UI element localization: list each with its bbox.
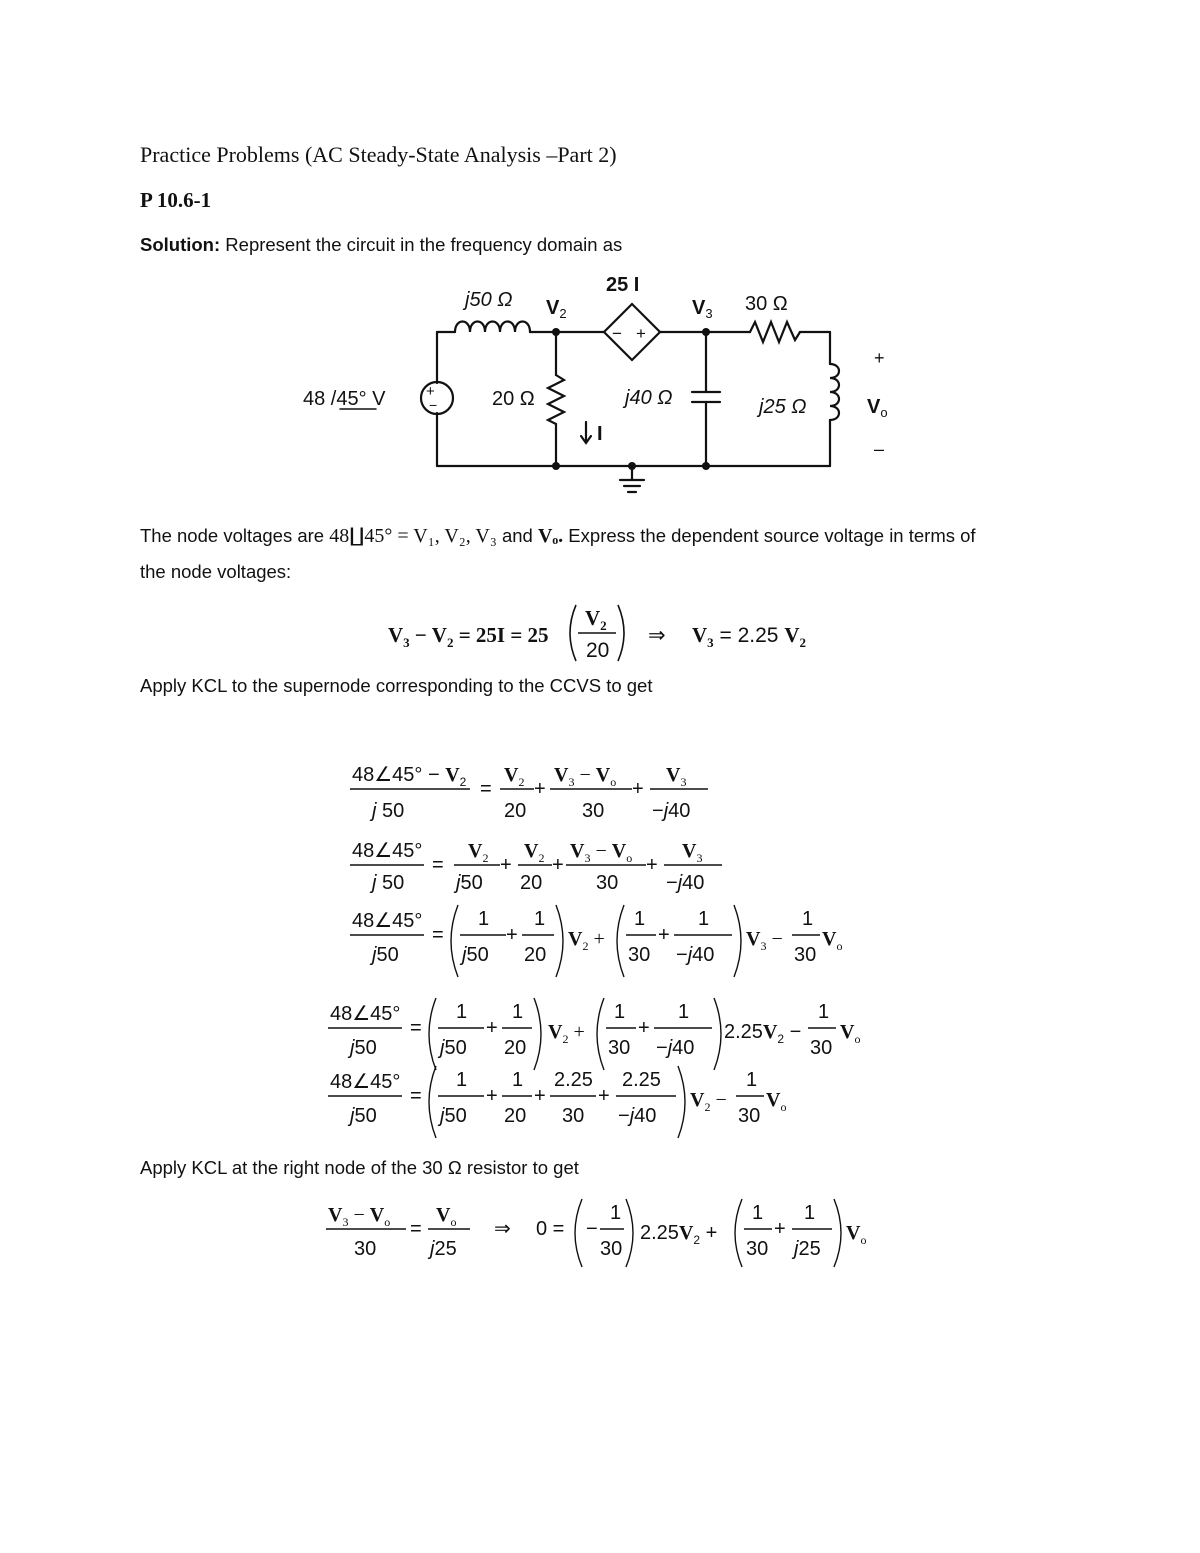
svg-text:+: +: [658, 924, 670, 946]
equation-kcl-block-2: [300, 990, 900, 1140]
svg-text:+: +: [486, 1085, 498, 1107]
svg-text:50: 50: [382, 800, 405, 822]
svg-text:20: 20: [504, 1105, 527, 1127]
svg-text:V3 − Vo: $V_3 - V_o$: [328, 1204, 391, 1229]
svg-text:V2 +: $V_2$ +: [548, 1021, 585, 1046]
svg-text:30: 30: [582, 800, 605, 822]
svg-text:−j40: −j40: [652, 800, 691, 822]
solution-text: Represent the circuit in the frequency domain as: [220, 234, 623, 255]
svg-text:1: 1: [752, 1202, 764, 1224]
resistor-20: [548, 375, 564, 424]
svg-text:1: 1: [818, 1001, 830, 1023]
svg-text:⇒: ⇒: [648, 624, 666, 647]
svg-text:+: +: [774, 1218, 786, 1240]
svg-text:j50: j50: [440, 1105, 467, 1127]
svg-text:0 =: 0 =: [536, 1218, 565, 1240]
svg-text:30: 30: [746, 1238, 769, 1260]
svg-text:V2 −: $V_2$ −: [690, 1089, 727, 1114]
kcl-right-text: Apply KCL at the right node of the 30 Ω resistor to get: [140, 1157, 579, 1178]
svg-text:=: =: [432, 854, 444, 876]
svg-text:Vo: $V_o$: [822, 928, 843, 953]
svg-text:Vo: $V_o$: [436, 1204, 457, 1229]
svg-text:2.25: 2.25: [622, 1069, 661, 1091]
svg-text:1: 1: [802, 908, 814, 930]
equation-kcl-right: [318, 1195, 898, 1275]
svg-text:V2 +: $V_2$ +: [568, 928, 605, 953]
resistor-20-label: 20 Ω: [492, 388, 535, 410]
svg-text:V3: $V_3$: [682, 840, 703, 865]
svg-text:1: 1: [804, 1202, 816, 1224]
svg-text:1: 1: [678, 1001, 690, 1023]
svg-text:+: +: [486, 1017, 498, 1039]
svg-text:+: +: [500, 854, 512, 876]
svg-text:j: j: [372, 800, 377, 822]
svg-text:30: 30: [738, 1105, 761, 1127]
svg-text:2.25V2 +: $2.25V_2$ +: [640, 1222, 718, 1247]
inductor-j25: [830, 364, 839, 420]
svg-text:30: 30: [608, 1037, 631, 1059]
svg-text:1: 1: [456, 1001, 468, 1023]
svg-text:1: 1: [534, 908, 546, 930]
svg-text:j: j: [372, 872, 377, 894]
svg-text:+: +: [646, 854, 658, 876]
svg-text:1: 1: [698, 908, 710, 930]
inductor-j50: [455, 322, 530, 333]
svg-text:+: +: [552, 854, 564, 876]
svg-text:48∠45°: 48∠45°: [330, 1071, 401, 1093]
svg-text:30: 30: [562, 1105, 585, 1127]
svg-text:−j40: −j40: [656, 1037, 695, 1059]
svg-text:V2: $V_2$: [524, 840, 545, 865]
nodes-math: 48∐45° = V₁, V₂, V₃: [329, 525, 497, 547]
page-title: Practice Problems (AC Steady-State Analysis –Part 2): [140, 142, 617, 167]
node-v3-label: $V_3$: [692, 297, 713, 321]
svg-text:V3 − V2 = 25I = 25: $V_3 - V_2 = 25I = 25$: [388, 623, 549, 650]
svg-text:j50: j50: [372, 944, 399, 966]
inductor-j25-label: j25 Ω: [759, 396, 807, 418]
svg-text:=: =: [410, 1218, 422, 1240]
svg-text:1: 1: [456, 1069, 468, 1091]
ccvs-plus: +: [636, 324, 646, 343]
svg-text:30: 30: [628, 944, 651, 966]
nodes-text-b: and: [501, 525, 533, 546]
current-label: I: [597, 423, 603, 445]
inductor-j50-label: j50 Ω: [465, 289, 513, 311]
equation-ccvs: [380, 595, 840, 670]
resistor-30: [750, 322, 800, 342]
svg-text:+: +: [534, 778, 546, 800]
kcl-supernode-text: Apply KCL to the supernode corresponding to the CCVS to get: [140, 675, 653, 696]
svg-text:20: 20: [504, 800, 527, 822]
svg-text:30: 30: [600, 1238, 623, 1260]
vo-plus: +: [874, 348, 885, 368]
svg-text:j50: j50: [440, 1037, 467, 1059]
svg-text:j50: j50: [462, 944, 489, 966]
svg-text:+: +: [632, 778, 644, 800]
nodes-text-d: Express the dependent source voltage in terms of: [563, 525, 976, 546]
svg-text:1: 1: [512, 1001, 524, 1023]
svg-text:V3 − Vo: $V_3 - V_o$: [570, 840, 633, 865]
source-plus: +: [426, 383, 435, 400]
node-voltages-line1: [140, 523, 976, 548]
svg-text:48∠45°: 48∠45°: [330, 1003, 401, 1025]
svg-text:V3 −: $V_3$ −: [746, 928, 783, 953]
svg-text:1: 1: [610, 1202, 622, 1224]
nodes-text-a: The node voltages are: [140, 525, 325, 546]
svg-text:48∠45°: 48∠45°: [352, 840, 423, 862]
svg-text:+: +: [598, 1085, 610, 1107]
svg-text:−j40: −j40: [676, 944, 715, 966]
svg-text:2.25: 2.25: [554, 1069, 593, 1091]
svg-text:−j40: −j40: [666, 872, 705, 894]
svg-text:20: 20: [586, 639, 610, 662]
svg-text:1: 1: [746, 1069, 758, 1091]
svg-text:V2: $V_2$: [585, 606, 607, 633]
svg-text:j25: j25: [430, 1238, 457, 1260]
svg-text:50: 50: [382, 872, 405, 894]
circuit-diagram: [0, 0, 1200, 520]
svg-text:20: 20: [504, 1037, 527, 1059]
svg-text:V2: $V_2$: [468, 840, 489, 865]
svg-text:1: 1: [614, 1001, 626, 1023]
svg-text:48∠45° − V2: 48∠45° − $V_2$: [352, 764, 467, 789]
svg-text:=: =: [410, 1085, 422, 1107]
svg-text:30: 30: [354, 1238, 377, 1260]
svg-text:1: 1: [634, 908, 646, 930]
svg-text:Vo: $V_o$: [766, 1089, 787, 1114]
svg-text:j50: j50: [350, 1105, 377, 1127]
svg-text:1: 1: [512, 1069, 524, 1091]
source-label: 48 /45° V: [303, 388, 386, 410]
svg-text:j25: j25: [794, 1238, 821, 1260]
svg-text:+: +: [638, 1017, 650, 1039]
svg-text:V3 − Vo: $V_3 - V_o$: [554, 764, 617, 789]
svg-text:=: =: [432, 924, 444, 946]
svg-text:−j40: −j40: [618, 1105, 657, 1127]
capacitor-label: j40 Ω: [625, 387, 673, 409]
svg-text:30: 30: [596, 872, 619, 894]
node-v2-label: $V_2$: [546, 297, 567, 321]
svg-text:20: 20: [524, 944, 547, 966]
svg-text:2.25V2 −: $2.25V_2$ −: [724, 1021, 802, 1046]
svg-text:48∠45°: 48∠45°: [352, 910, 423, 932]
svg-text:⇒: ⇒: [494, 1218, 511, 1240]
svg-text:20: 20: [520, 872, 543, 894]
ccvs-minus: −: [612, 324, 622, 343]
svg-text:Vo: $V_o$: [846, 1222, 867, 1247]
node-voltages-line2: the node voltages:: [140, 561, 292, 582]
svg-text:V2: $V_2$: [504, 764, 525, 789]
svg-text:j50: j50: [456, 872, 483, 894]
svg-text:+: +: [534, 1085, 546, 1107]
vo-label: $V_o$: [867, 396, 888, 420]
solution-label: Solution:: [140, 234, 221, 255]
resistor-30-label: 30 Ω: [745, 293, 788, 315]
svg-text:=: =: [410, 1017, 422, 1039]
ccvs-label: 25 I: [606, 274, 640, 296]
svg-text:V3: $V_3$: [666, 764, 687, 789]
svg-text:+: +: [506, 924, 518, 946]
svg-text:Vo: $V_o$: [840, 1021, 861, 1046]
source-minus: −: [429, 397, 438, 413]
svg-text:1: 1: [478, 908, 490, 930]
svg-text:V3 = 2.25 V2: $V_3 = 2.25$ $V_2$: [692, 623, 806, 650]
vo-minus: –: [874, 439, 885, 459]
nodes-text-c: Vₒ.: [537, 525, 564, 547]
problem-number: P 10.6-1: [140, 188, 212, 212]
svg-text:30: 30: [810, 1037, 833, 1059]
svg-text:30: 30: [794, 944, 817, 966]
svg-text:j50: j50: [350, 1037, 377, 1059]
svg-text:=: =: [480, 778, 492, 800]
svg-text:−: −: [586, 1218, 598, 1240]
